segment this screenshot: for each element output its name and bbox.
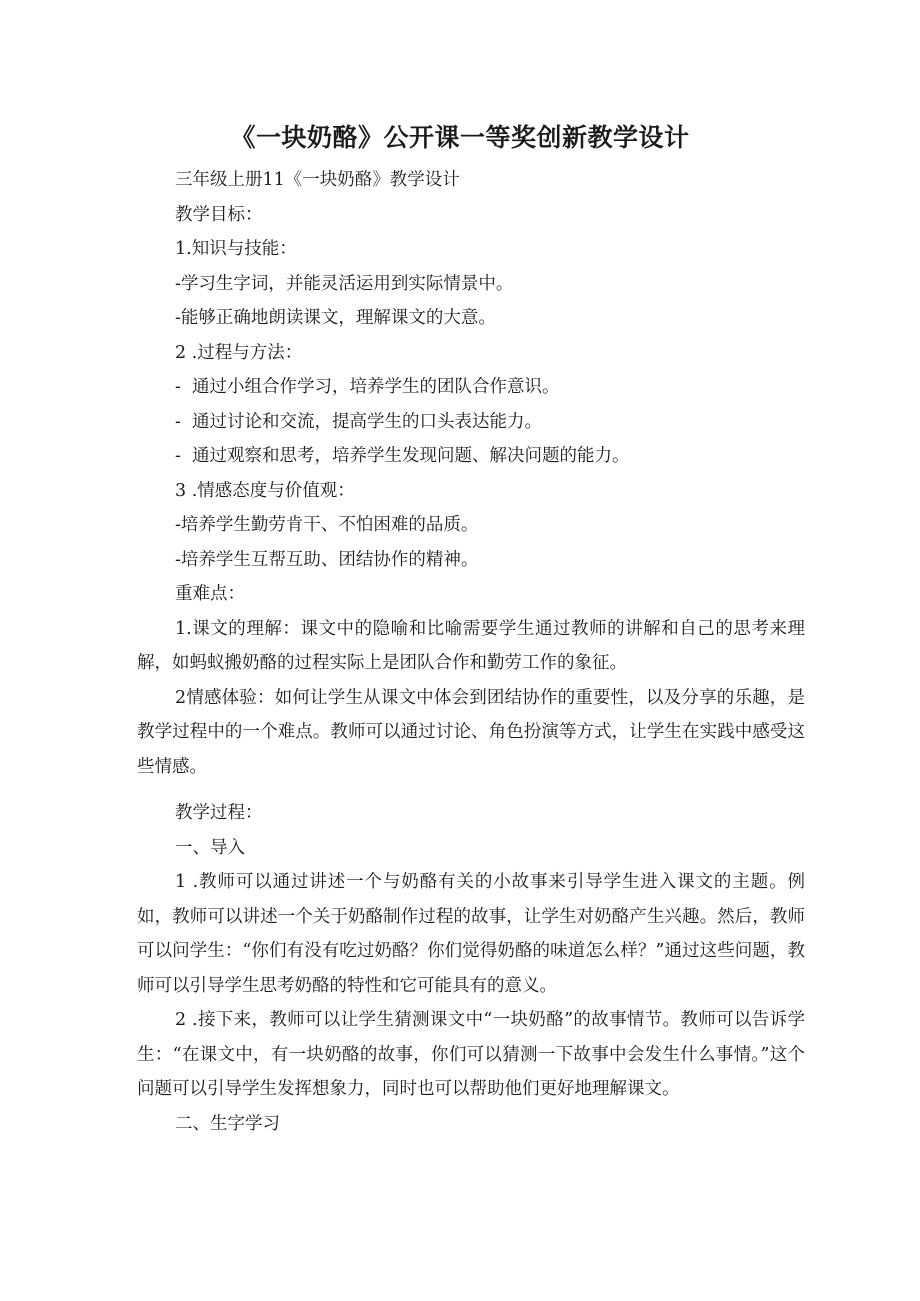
- objective-heading-3: 3 .情感态度与价值观：: [175, 480, 355, 501]
- section-heading-objectives: 教学目标：: [175, 204, 263, 225]
- objective-item: - 通过小组合作学习，培养学生的团队合作意识。: [175, 377, 560, 397]
- process-paragraph: 2 .接下来，教师可以让学生猜测课文中“一块奶酪”的故事情节。教师可以告诉学生：“在课文中，有一块奶酪的故事，你们可以猜测一下故事中会发生什么事情。”这个问题可以引导学生发挥想象力，同时也可以帮助他们更好地理解课文。: [137, 1010, 805, 1099]
- objective-item: -学习生字词，并能灵活运用到实际情景中。: [175, 273, 514, 294]
- objective-item: -培养学生互帮互助、团结协作的精神。: [175, 549, 479, 570]
- process-subheading: 二、生字学习: [175, 1113, 280, 1134]
- document-body: [137, 163, 805, 1141]
- section-heading-process: 教学过程：: [175, 803, 263, 823]
- document-title: 《一块奶酪》公开课一等奖创新教学设计: [230, 123, 690, 152]
- objective-heading-2: 2 .过程与方法：: [175, 342, 303, 363]
- objective-item: - 通过讨论和交流，提高学生的口头表达能力。: [175, 411, 543, 432]
- difficulty-paragraph: 2情感体验：如何让学生从课文中体会到团结协作的重要性，以及分享的乐趣，是教学过程中的一个难点。教师可以通过讨论、角色扮演等方式，让学生在实践中感受这些情感。: [137, 687, 805, 777]
- section-heading-difficulties: 重难点：: [175, 584, 245, 604]
- objective-item: -能够正确地朗读课文，理解课文的大意。: [175, 308, 496, 328]
- objective-item: - 通过观察和思考，培养学生发现问题、解决问题的能力。: [175, 446, 630, 466]
- difficulty-paragraph: 1.课文的理解：课文中的隐喻和比喻需要学生通过教师的讲解和自己的思考来理解，如蚂蚁搬奶酪的过程实际上是团队合作和勤劳工作的象征。: [137, 618, 805, 673]
- objective-item: -培养学生勤劳肯干、不怕困难的品质。: [175, 515, 479, 535]
- process-paragraph: 1 .教师可以通过讲述一个与奶酪有关的小故事来引导学生进入课文的主题。例如，教师可以讲述一个关于奶酪制作过程的故事，让学生对奶酪产生兴趣。然后，教师可以问学生：“你们有没有吃过奶酪？你们觉得奶酪的味道怎么样？”通过这些问题，教师可以引导学生思考奶酪的特性和它可能具有的意义。: [137, 872, 805, 996]
- subtitle-line: 三年级上册11《一块奶酪》教学设计: [175, 170, 460, 190]
- objective-heading-1: 1.知识与技能：: [175, 239, 297, 259]
- process-subheading: 一、导入: [175, 837, 245, 858]
